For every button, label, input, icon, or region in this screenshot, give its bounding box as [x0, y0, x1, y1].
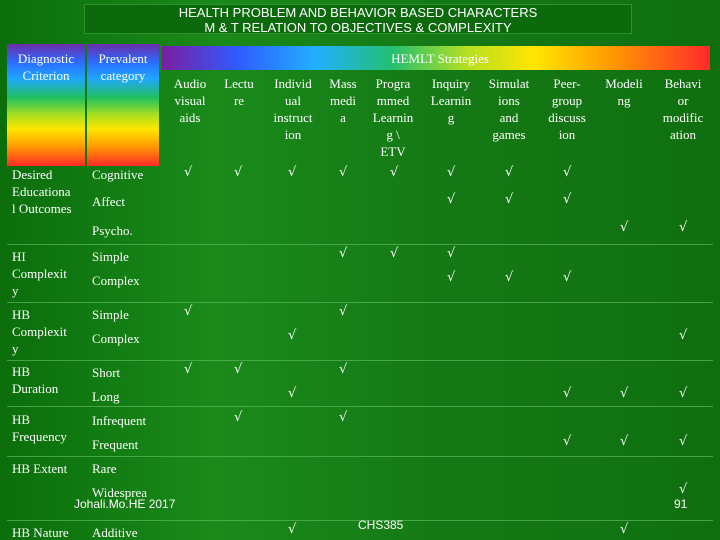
- check-mark: √: [447, 192, 456, 207]
- check-mark: √: [505, 192, 514, 207]
- hdr-line: medi: [330, 93, 356, 108]
- criterion-hb-duration: [12, 363, 58, 397]
- check-mark: √: [339, 246, 348, 261]
- header-prevalent-line-2: category: [100, 68, 146, 83]
- category-long: Long: [92, 389, 120, 404]
- footer-page-number: 91: [674, 497, 688, 511]
- check-mark: √: [563, 270, 572, 285]
- hdr-line: and: [499, 110, 519, 125]
- category-affect: Affect: [92, 194, 125, 209]
- check-mark: √: [679, 386, 688, 401]
- check-mark: √: [184, 362, 193, 377]
- header-audio-visual-aids: [164, 75, 216, 126]
- slide-title: [84, 4, 632, 34]
- header-programmed-learning: [366, 75, 420, 160]
- criterion-line: HB: [12, 307, 31, 322]
- hdr-line: Simulat: [488, 76, 530, 91]
- check-mark: √: [288, 165, 297, 180]
- criterion-line: Educationa: [12, 184, 71, 199]
- hdr-line: Individ: [274, 76, 312, 91]
- header-diagnostic-criterion: [7, 50, 85, 84]
- criterion-line: y: [12, 283, 19, 298]
- check-mark: √: [339, 304, 348, 319]
- header-diagnostic-line-2: Criterion: [22, 68, 70, 83]
- hdr-line: ion: [284, 127, 302, 142]
- hdr-line: games: [492, 127, 526, 142]
- category-complex-hb: Complex: [92, 331, 140, 346]
- check-mark: √: [563, 386, 572, 401]
- check-mark: √: [505, 270, 514, 285]
- criterion-hb-nature: HB Nature: [12, 525, 69, 540]
- hdr-line: Lectu: [224, 76, 254, 91]
- hdr-line: Progra: [375, 76, 411, 91]
- hdr-line: ng: [617, 93, 631, 108]
- header-prevalent-line-1: Prevalent: [98, 51, 148, 66]
- check-mark: √: [505, 165, 514, 180]
- criterion-line: l Outcomes: [12, 201, 72, 216]
- hdr-line: mmed: [376, 93, 410, 108]
- header-diagnostic-line-1: Diagnostic: [17, 51, 75, 66]
- hdr-line: or: [677, 93, 689, 108]
- header-lecture: [216, 75, 262, 109]
- hdr-line: Audio: [173, 76, 207, 91]
- category-widespread: Widesprea: [92, 485, 148, 500]
- category-simple-hi: Simple: [92, 249, 129, 264]
- title-line-1: HEALTH PROBLEM AND BEHAVIOR BASED CHARACTERS: [178, 5, 538, 20]
- header-inquiry-learning: [424, 75, 478, 126]
- check-mark: √: [339, 165, 348, 180]
- check-mark: √: [339, 362, 348, 377]
- category-rare: Rare: [92, 461, 117, 476]
- hdr-line: ETV: [380, 144, 406, 159]
- footer-author: Johali.Mo.HE 2017: [74, 497, 176, 511]
- check-mark: √: [184, 304, 193, 319]
- header-prevalent-category: [87, 50, 159, 84]
- check-mark: √: [390, 246, 399, 261]
- check-mark: √: [234, 165, 243, 180]
- category-simple-hb: Simple: [92, 307, 129, 322]
- criterion-line: y: [12, 341, 19, 356]
- row-divider: [7, 406, 713, 407]
- header-peer-group-discussion: [540, 75, 594, 143]
- criterion-line: HI: [12, 249, 26, 264]
- row-divider: [7, 456, 713, 457]
- hdr-line: Peer-: [553, 76, 581, 91]
- category-psycho: Psycho.: [92, 223, 133, 238]
- criterion-line: Complexit: [12, 324, 67, 339]
- row-divider: [7, 244, 713, 245]
- criterion-hb-extent: HB Extent: [12, 461, 68, 476]
- category-short: Short: [92, 365, 121, 380]
- check-mark: √: [679, 328, 688, 343]
- hdr-line: instruct: [273, 110, 313, 125]
- criterion-line: Complexit: [12, 266, 67, 281]
- hdr-line: ions: [498, 93, 520, 108]
- check-mark: √: [563, 192, 572, 207]
- check-mark: √: [563, 165, 572, 180]
- criterion-line: HB: [12, 412, 31, 427]
- criterion-line: Duration: [12, 381, 59, 396]
- check-mark: √: [288, 386, 297, 401]
- category-cognitive: Cognitive: [92, 167, 144, 182]
- header-mass-media: [322, 75, 364, 126]
- title-line-2: M & T RELATION TO OBJECTIVES & COMPLEXITY: [204, 20, 512, 35]
- criterion-line: Frequency: [12, 429, 67, 444]
- hdr-line: Modeli: [605, 76, 643, 91]
- criterion-hb-complexity: [12, 306, 67, 357]
- check-mark: √: [288, 522, 297, 537]
- check-mark: √: [447, 165, 456, 180]
- hdr-line: ion: [558, 127, 576, 142]
- category-infrequent: Infrequent: [92, 413, 147, 428]
- hdr-line: Learnin: [430, 93, 472, 108]
- row-divider: [7, 360, 713, 361]
- criterion-objectives: [12, 166, 72, 217]
- hdr-line: g \: [386, 127, 400, 142]
- check-mark: √: [620, 434, 629, 449]
- hdr-line: aids: [179, 110, 201, 125]
- hdr-line: Mass: [329, 76, 357, 91]
- header-individual-instruction: [265, 75, 321, 143]
- check-mark: √: [234, 362, 243, 377]
- category-frequent: Frequent: [92, 437, 139, 452]
- row-divider: [7, 302, 713, 303]
- hdr-line: Learnin: [372, 110, 414, 125]
- hdr-line: visual: [174, 93, 206, 108]
- header-strategies: HEMLT Strategies: [391, 51, 489, 66]
- check-mark: √: [234, 410, 243, 425]
- hdr-line: re: [233, 93, 245, 108]
- hdr-line: g: [447, 110, 455, 125]
- check-mark: √: [184, 165, 193, 180]
- hdr-line: group: [551, 93, 583, 108]
- criterion-hb-frequency: [12, 411, 67, 445]
- check-mark: √: [620, 522, 629, 537]
- category-complex-hi: Complex: [92, 273, 140, 288]
- check-mark: √: [679, 220, 688, 235]
- hdr-line: ual: [285, 93, 301, 108]
- check-mark: √: [447, 270, 456, 285]
- criterion-line: Desired: [12, 167, 53, 182]
- footer-course: CHS385: [358, 518, 404, 532]
- hdr-line: a: [340, 110, 346, 125]
- hdr-line: ation: [670, 127, 696, 142]
- hdr-line: modific: [662, 110, 704, 125]
- check-mark: √: [339, 410, 348, 425]
- hdr-line: Behavi: [664, 76, 702, 91]
- check-mark: √: [563, 434, 572, 449]
- header-behavior-modification: [655, 75, 711, 143]
- check-mark: √: [620, 220, 629, 235]
- check-mark: √: [288, 328, 297, 343]
- category-additive: Additive: [92, 525, 138, 540]
- check-mark: √: [390, 165, 399, 180]
- check-mark: √: [679, 434, 688, 449]
- hdr-line: discuss: [548, 110, 586, 125]
- criterion-line: HB: [12, 364, 31, 379]
- check-mark: √: [679, 482, 688, 497]
- hdr-line: Inquiry: [431, 76, 471, 91]
- check-mark: √: [620, 386, 629, 401]
- criterion-hi-complexity: [12, 248, 67, 299]
- header-simulations-games: [481, 75, 537, 143]
- check-mark: √: [447, 246, 456, 261]
- header-modeling: [598, 75, 650, 109]
